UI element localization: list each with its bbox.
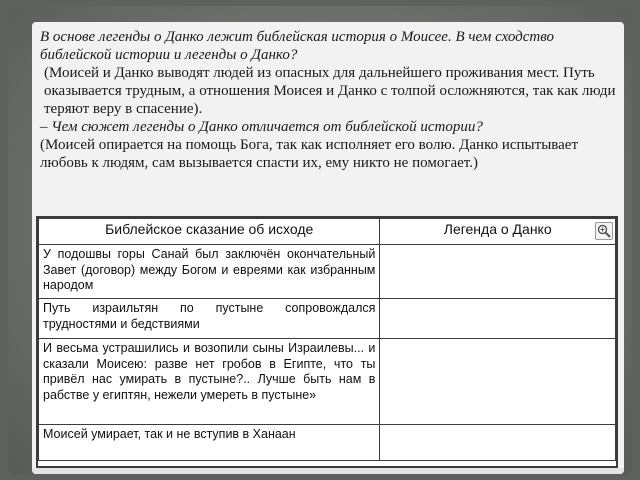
table-row xyxy=(39,425,616,461)
row-4-bible: Моисей умирает, так и не вступив в Ханаан xyxy=(39,425,380,461)
table-header-row xyxy=(39,219,616,245)
slide xyxy=(32,22,624,474)
slide-bottom-edge xyxy=(32,468,624,474)
slide-frame xyxy=(8,6,632,474)
row-1-danko[interactable] xyxy=(380,245,616,299)
answer-1: (Моисей и Данко выводят людей из опасных для дальнейшего проживания мест. Путь оказывается трудным, а отношения Моисея и Данко с толпой осложняются, так как люди теряют веру в спасение). xyxy=(44,65,616,117)
table-row xyxy=(39,245,616,299)
header-bible: Библейское сказание об исходе xyxy=(39,219,380,245)
row-2-bible: Путь израильтян по пустыне сопровождался трудностями и бедствиями xyxy=(39,299,380,339)
zoom-in-icon[interactable] xyxy=(595,222,613,240)
row-3-bible: И весьма устрашились и возопили сыны Израилевы... и сказали Моисею: разве нет гробов в Египте, что ты привёл нас умирать в пустыне?.. Лучше быть нам в рабстве у египтян, нежели умереть в пустыне» xyxy=(39,339,380,425)
header-danko-label: Легенда о Данко xyxy=(443,221,552,237)
slide-text xyxy=(40,28,618,172)
row-3-danko[interactable] xyxy=(380,339,616,425)
question-2: – Чем сюжет легенды о Данко отличается от библейской истории? xyxy=(40,119,483,135)
comparison-table xyxy=(36,216,618,468)
row-4-danko[interactable] xyxy=(380,425,616,461)
row-2-danko[interactable] xyxy=(380,299,616,339)
header-danko xyxy=(380,219,616,245)
table-row xyxy=(39,299,616,339)
row-1-bible: У подошвы горы Санай был заключён окончательный Завет (договор) между Богом и евреями как избранным народом xyxy=(39,245,380,299)
question-1: В основе легенды о Данко лежит библейская история о Моисее. В чем сходство библейской истории и легенды о Данко? xyxy=(40,29,555,63)
table-row xyxy=(39,339,616,425)
answer-2: (Моисей опирается на помощь Бога, так как исполняет его волю. Данко испытывает любовь к людям, сам вызывается спасти их, ему никто не помогает.) xyxy=(40,137,579,171)
